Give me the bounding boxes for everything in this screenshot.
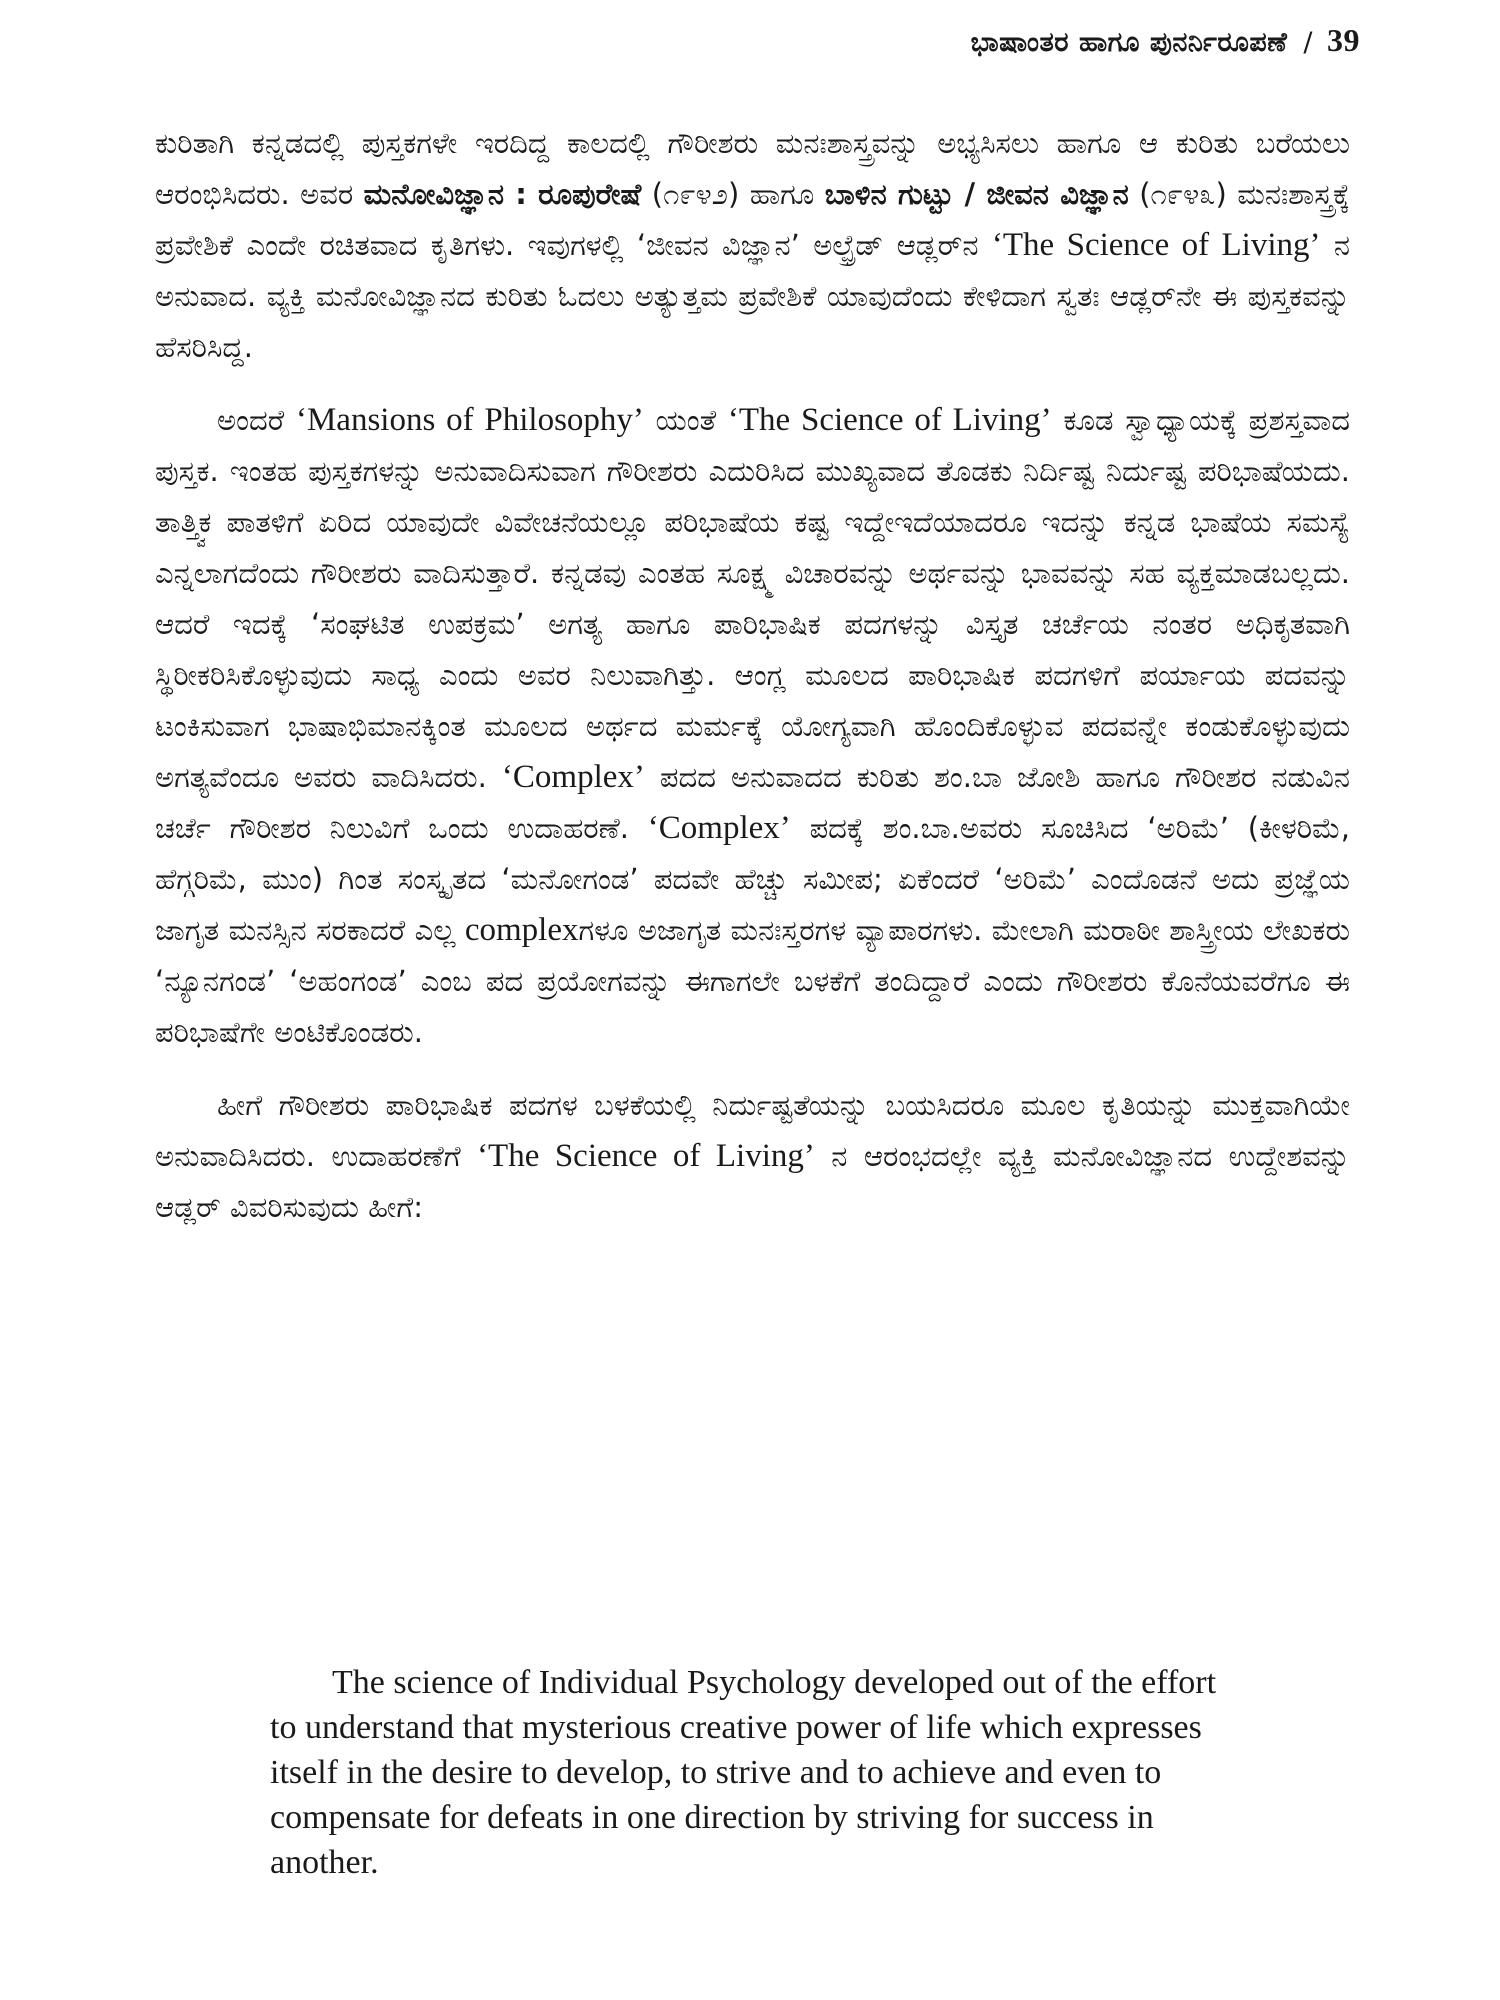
body-text <box>155 118 1350 1233</box>
p2-english-title-2: ‘The Science of Living’ <box>727 402 1052 438</box>
page-number: 39 <box>1327 22 1360 58</box>
p2-text-e: ಕೂಡ ಸ್ವಾಧ್ಯಾಯಕ್ಕೆ ಪ್ರಶಸ್ತವಾದ ಪುಸ್ತಕ. ಇಂತಹ ಪುಸ್ತಕಗಳನ್ನು ಅನುವಾದಿಸುವಾಗ ಗೌರೀಶರು ಎದುರಿಸಿದ ಮುಖ್ಯವಾದ ತೊಡಕು ನಿರ್ದಿಷ್ಟ ನಿರ್ದುಷ್ಟ ಪರಿಭಾಷೆಯದು. ತಾತ್ತ್ವಿಕ ಪಾತಳಿಗೆ ಏರಿದ ಯಾವುದೇ ವಿವೇಚನೆಯಲ್ಲೂ ಪರಿಭಾಷೆಯ ಕಷ್ಟ ಇದ್ದೇಇದೆಯಾದರೂ ಇದನ್ನು ಕನ್ನಡ ಭಾಷೆಯ ಸಮಸ್ಯೆ ಎನ್ನಲಾಗದೆಂದು ಗೌರೀಶರು ವಾದಿಸುತ್ತಾರೆ. ಕನ್ನಡವು ಎಂತಹ ಸೂಕ್ಷ್ಮ ವಿಚಾರವನ್ನು ಅರ್ಥವನ್ನು ಭಾವವನ್ನು ಸಹ ವ್ಯಕ್ತಮಾಡಬಲ್ಲದು. ಆದರೆ ಇದಕ್ಕೆ ‘ಸಂಘಟಿತ ಉಪಕ್ರಮ’ ಅಗತ್ಯ ಹಾಗೂ ಪಾರಿಭಾಷಿಕ ಪದಗಳನ್ನು ವಿಸ್ತೃತ ಚರ್ಚೆಯ ನಂತರ ಅಧಿಕೃತವಾಗಿ ಸ್ಥಿರೀಕರಿಸಿಕೊಳ್ಳುವುದು ಸಾಧ್ಯ ಎಂದು ಅವರ ನಿಲುವಾಗಿತ್ತು. ಆಂಗ್ಲ ಮೂಲದ ಪಾರಿಭಾಷಿಕ ಪದಗಳಿಗೆ ಪರ್ಯಾಯ ಪದವನ್ನು ಟಂಕಿಸುವಾಗ ಭಾಷಾಭಿಮಾನಕ್ಕಿಂತ ಮೂಲದ ಅರ್ಥದ ಮರ್ಮಕ್ಕೆ ಯೋಗ್ಯವಾಗಿ ಹೊಂದಿಕೊಳ್ಳುವ ಪದವನ್ನೇ ಕಂಡುಕೊಳ್ಳುವುದು ಅಗತ್ಯವೆಂದೂ ಅವರು ವಾದಿಸಿದರು. <box>155 403 1350 794</box>
p2-english-term-1: ‘Complex’ <box>501 759 645 795</box>
paragraph-1 <box>155 118 1350 373</box>
p3-text-c: ನ ಆರಂಭದಲ್ಲೇ ವ್ಯಕ್ತಿ ಮನೋವಿಜ್ಞಾನದ ಉದ್ದೇಶವನ್ನು ಆಡ್ಲರ್ ವಿವರಿಸುವುದು ಹೀಗೆ: <box>155 1139 1350 1224</box>
p3-text-a: ಹೀಗೆ ಗೌರೀಶರು ಪಾರಿಭಾಷಿಕ ಪದಗಳ ಬಳಕೆಯಲ್ಲಿ ನಿರ್ದುಷ್ಟತೆಯನ್ನು ಬಯಸಿದರೂ ಮೂಲ ಕೃತಿಯನ್ನು ಮುಕ್ತವಾಗಿಯೇ ಅನುವಾದಿಸಿದರು. ಉದಾಹರಣೆಗೆ <box>155 1088 1350 1173</box>
p2-english-term-3: complex <box>464 912 579 948</box>
p2-english-title-1: ‘Mansions of Philosophy’ <box>295 402 644 438</box>
p3-english-title: ‘The Science of Living’ <box>477 1138 815 1174</box>
p1-text-a: ಕುರಿತಾಗಿ ಕನ್ನಡದಲ್ಲಿ ಪುಸ್ತಕಗಳೇ ಇರದಿದ್ದ ಕಾಲದಲ್ಲಿ ಗೌರೀಶರು ಮನಃಶಾಸ್ತ್ರವನ್ನು ಅಭ್ಯಸಿಸಲು ಹಾಗೂ ಆ ಕುರಿತು ಬರೆಯಲು ಆರಂಭಿಸಿದರು. ಅವರ <box>155 126 1350 211</box>
p2-english-term-2: ‘Complex’ <box>647 810 791 846</box>
block-quote: The science of Individual Psychology developed out of the effort to understand that mysterious creative power of life which expresses itself in the desire to develop, to strive and to achieve and even to compensate for defeats in one direction by striving for success in another. <box>270 1664 1217 1881</box>
p2-text-g: ಪದದ ಅನುವಾದದ ಕುರಿತು ಶಂ.ಬಾ ಜೋಶಿ ಹಾಗೂ ಗೌರೀಶರ ನಡುವಿನ ಚರ್ಚೆ ಗೌರೀಶರ ನಿಲುವಿಗೆ ಒಂದು ಉದಾಹರಣೆ. <box>155 760 1351 845</box>
paragraph-gap <box>155 1058 1350 1080</box>
paragraph-3 <box>155 1080 1350 1233</box>
p1-english-title: ‘The Science of Living’ <box>991 227 1321 263</box>
p2-text-c: ಯಂತೆ <box>643 403 728 437</box>
running-title: ಭಾಷಾಂತರ ಹಾಗೂ ಪುನರ್ನಿರೂಪಣೆ <box>970 27 1288 58</box>
running-header <box>971 22 1360 59</box>
p2-text-a: ಅಂದರೆ <box>217 403 296 437</box>
p1-text-e: (೧೯೪೩) ಮನಃಶಾಸ್ತ್ರಕ್ಕೆ ಪ್ರವೇಶಿಕೆ ಎಂದೇ ರಚಿತವಾದ ಕೃತಿಗಳು. ಇವುಗಳಲ್ಲಿ ‘ಜೀವನ ವಿಜ್ಞಾನ’ ಅಲ್ಫ್ರೆಡ್ ಆಡ್ಲರ್‌ನ <box>155 177 1350 262</box>
p1-text-g: ನ ಅನುವಾದ. ವ್ಯಕ್ತಿ ಮನೋವಿಜ್ಞಾನದ ಕುರಿತು ಓದಲು ಅತ್ಯುತ್ತಮ ಪ್ರವೇಶಿಕೆ ಯಾವುದೆಂದು ಕೇಳಿದಾಗ ಸ್ವತಃ ಆಡ್ಲರ್‌ನೇ ಈ ಪುಸ್ತಕವನ್ನು ಹೆಸರಿಸಿದ್ದ. <box>155 228 1350 364</box>
paragraph-gap <box>155 373 1350 395</box>
header-separator: / <box>1303 27 1313 58</box>
p1-book-title-2: ಬಾಳಿನ ಗುಟ್ಟು / ಜೀವನ ವಿಜ್ಞಾನ <box>824 177 1129 211</box>
p1-text-c: (೧೯೪೨) ಹಾಗೂ <box>641 177 825 211</box>
paragraph-2 <box>155 395 1350 1058</box>
p1-book-title-1: ಮನೋವಿಜ್ಞಾನ : ರೂಪುರೇಷೆ <box>363 177 642 211</box>
p2-text-k: ಗಳೂ ಅಜಾಗೃತ ಮನಃಸ್ತರಗಳ ವ್ಯಾಪಾರಗಳು. ಮೇಲಾಗಿ ಮರಾಠೀ ಶಾಸ್ತ್ರೀಯ ಲೇಖಕರು ‘ನ್ಯೂನಗಂಡ’ ‘ಅಹಂಗಂಡ’ ಎಂಬ ಪದ ಪ್ರಯೋಗವನ್ನು ಈಗಾಗಲೇ ಬಳಕೆಗೆ ತಂದಿದ್ದಾರೆ ಎಂದು ಗೌರೀಶರು ಕೊನೆಯವರೆಗೂ ಈ ಪರಿಭಾಷೆಗೇ ಅಂಟಿಕೊಂಡರು. <box>155 913 1351 1049</box>
p2-text-i: ಪದಕ್ಕೆ ಶಂ.ಬಾ.ಅವರು ಸೂಚಿಸಿದ ‘ಅರಿಮೆ’ (ಕೀಳರಿಮೆ, ಹೆಗ್ಗರಿಮೆ, ಮುಂ) ಗಿಂತ ಸಂಸ್ಕೃತದ ‘ಮನೋಗಂಡ’ ಪದವೇ ಹೆಚ್ಚು ಸಮೀಪ; ಏಕೆಂದರೆ ‘ಅರಿಮೆ’ ಎಂದೊಡನೆ ಅದು ಪ್ರಜ್ಞೆಯ ಜಾಗೃತ ಮನಸ್ಸಿನ ಸರಕಾದರೆ ಎಲ್ಲ <box>155 811 1350 947</box>
